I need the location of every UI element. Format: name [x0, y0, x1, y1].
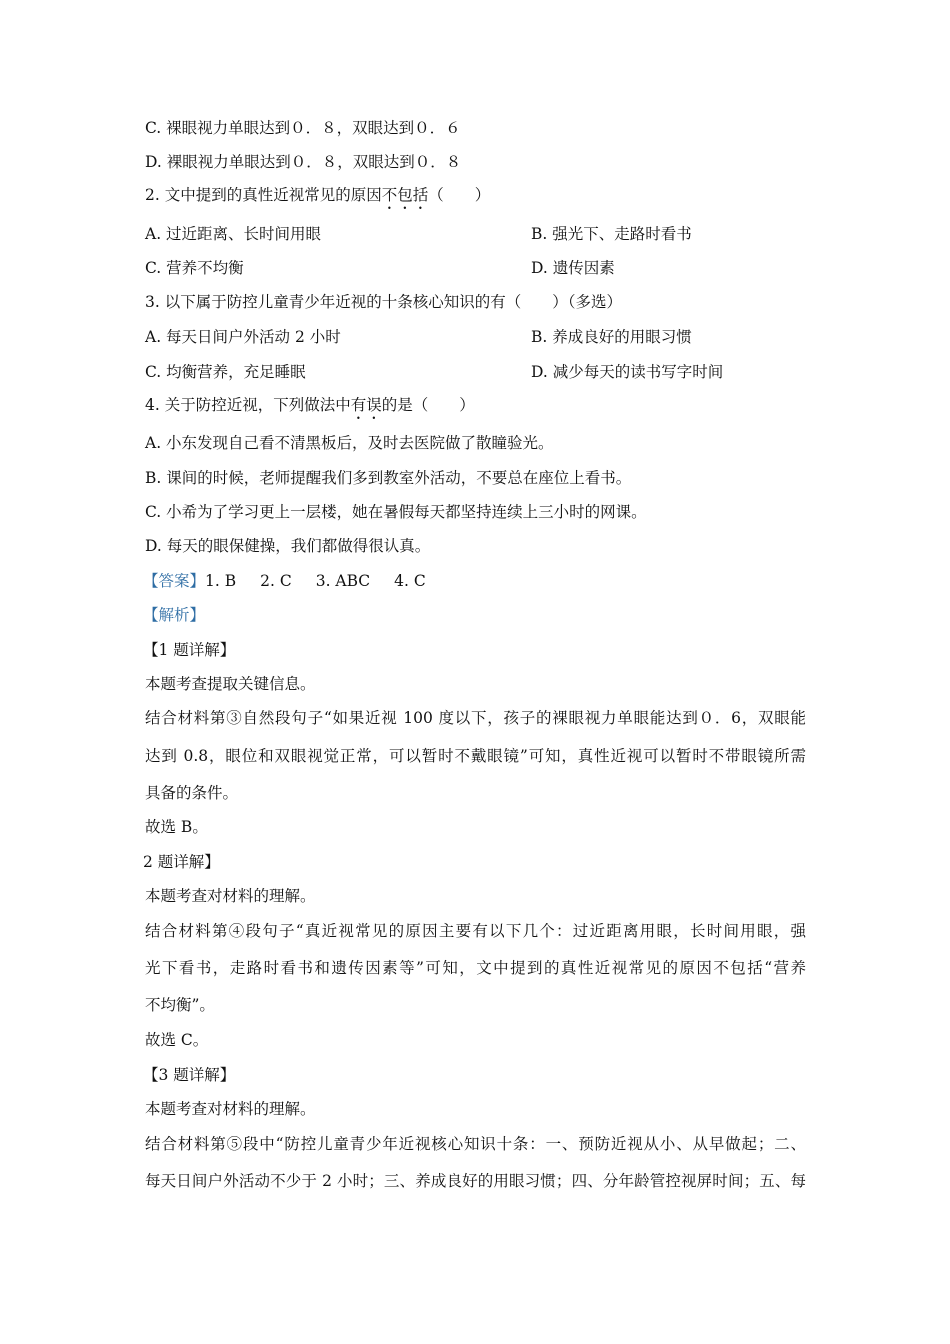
- section-3-text-line: 结合材料第⑤段中“防控儿童青少年近视核心知识十条：一、预防近视从小、从早做起；二、: [145, 1135, 806, 1153]
- section-2-conclusion: 故选 C。: [145, 1031, 209, 1049]
- section-3-title: 【3 题详解】: [143, 1066, 236, 1084]
- q4-option-c: C. 小希为了学习更上一层楼，她在暑假每天都坚持连续上三小时的网课。: [145, 503, 647, 521]
- section-1-intro: 本题考查提取关键信息。: [145, 675, 316, 693]
- q2-option-c: C. 营养不均衡: [145, 259, 244, 277]
- section-3-intro: 本题考查对材料的理解。: [145, 1100, 316, 1118]
- q4-option-a: A. 小东发现自己看不清黑板后，及时去医院做了散瞳验光。: [145, 434, 554, 452]
- q4-stem-emphasis: 有误: [350, 396, 382, 414]
- q2-option-d: D. 遗传因素: [531, 259, 615, 277]
- q2-stem-post: （ ）: [428, 186, 491, 204]
- section-2-text-line: 光下看书，走路时看书和遗传因素等”可知，文中提到的真性近视常见的原因不包括“营养: [145, 959, 806, 977]
- section-1-title: 【1 题详解】: [143, 641, 236, 659]
- q2-option-a: A. 过近距离、长时间用眼: [145, 225, 322, 243]
- q4-stem-post: 的是（ ）: [381, 396, 475, 414]
- section-1-text-line: 达到 0.8，眼位和双眼视觉正常，可以暂时不戴眼镜”可知，真性近视可以暂时不带眼镜所需: [145, 747, 806, 765]
- section-2-intro: 本题考查对材料的理解。: [145, 887, 316, 905]
- answer-line: [143, 571, 426, 591]
- q2-stem-emphasis: 不包括: [381, 186, 429, 204]
- q4-option-d: D. 每天的眼保健操，我们都做得很认真。: [145, 537, 431, 555]
- answer-label: 【答案】: [143, 572, 206, 590]
- q1-option-d: D. 裸眼视力单眼达到０．８，双眼达到０．８: [145, 153, 462, 171]
- q3-option-c: C. 均衡营养，充足睡眠: [145, 363, 306, 381]
- section-1-conclusion: 故选 B。: [145, 818, 208, 836]
- q3-stem: 3. 以下属于防控儿童青少年近视的十条核心知识的有（ ）（多选）: [145, 293, 622, 311]
- answer-item: 3. ABC: [315, 572, 371, 590]
- q3-option-b: B. 养成良好的用眼习惯: [531, 328, 692, 346]
- q3-option-d: D. 减少每天的读书写字时间: [531, 363, 724, 381]
- answer-item: 4. C: [394, 572, 426, 590]
- q4-option-b: B. 课间的时候，老师提醒我们多到教室外活动，不要总在座位上看书。: [145, 469, 632, 487]
- section-1-text-line: 具备的条件。: [145, 784, 239, 802]
- section-2-text-line: 结合材料第④段句子“真近视常见的原因主要有以下几个：过近距离用眼，长时间用眼，强: [145, 922, 806, 940]
- q3-option-a: A. 每天日间户外活动 2 小时: [145, 328, 341, 346]
- answer-item: 2. C: [260, 572, 292, 590]
- q2-stem: [145, 185, 490, 213]
- q1-option-c: C. 裸眼视力单眼达到０．８，双眼达到０．６: [145, 119, 461, 137]
- q4-stem-pre: 4. 关于防控近视，下列做法中: [145, 396, 351, 414]
- section-2-text-line: 不均衡”。: [145, 996, 215, 1014]
- section-3-text-line: 每天日间户外活动不少于 2 小时；三、养成良好的用眼习惯；四、分年龄管控视屏时间；五、每: [145, 1172, 806, 1190]
- q2-option-b: B. 强光下、走路时看书: [531, 225, 692, 243]
- q4-stem: [145, 395, 475, 423]
- section-2-title: 2 题详解】: [143, 853, 220, 871]
- section-1-text-line: 结合材料第③自然段句子“如果近视 100 度以下，孩子的裸眼视力单眼能达到０．6，双眼能: [145, 709, 806, 727]
- analysis-label: 【解析】: [143, 606, 206, 624]
- q2-stem-pre: 2. 文中提到的真性近视常见的原因: [145, 186, 382, 204]
- answer-item: 1. B: [205, 572, 237, 590]
